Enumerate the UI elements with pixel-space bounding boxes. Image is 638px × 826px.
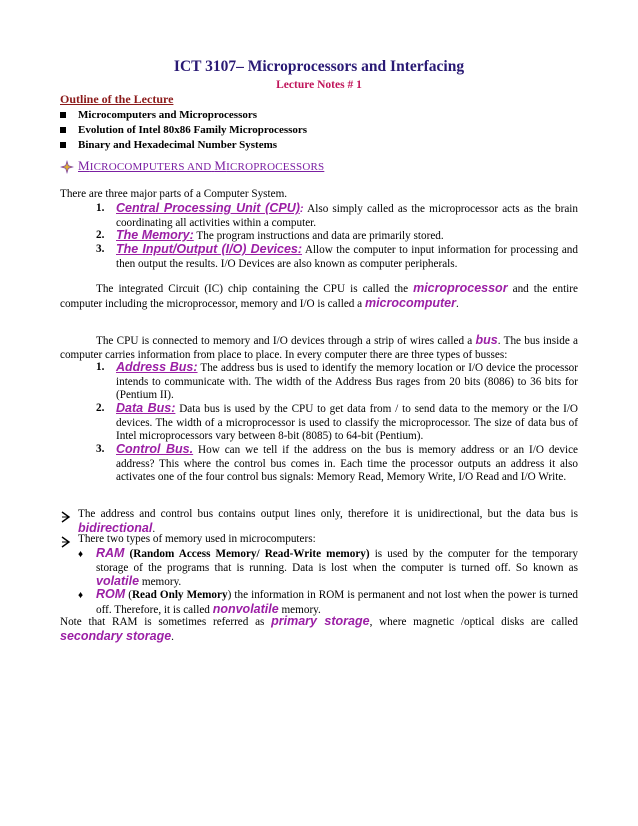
section-heading — [60, 159, 324, 175]
square-bullet-icon — [60, 112, 66, 118]
list-number: 3. — [96, 243, 105, 255]
diamond-bullet-icon: ♦ — [78, 590, 84, 601]
list-item: Data Bus: Data bus is used by the CPU to get data from / to send data to the memory or the I/O devices. The width of a microprocessor is used to classify the microprocessor. The size of data bus of Intel microprocessors vary between 8-bit (8085) to 64-bit (Pentium). — [116, 401, 579, 443]
list-item: Central Processing Unit (CPU): Also simply called as the microprocessor acts as the brain coordinating all activities within a computer. — [116, 201, 578, 229]
outline-item — [60, 138, 307, 153]
ic-paragraph: The integrated Circuit (IC) chip containing the CPU is called the microprocessor and the entire computer including the microprocessor, memory and I/O is called a microcomputer. — [60, 281, 578, 310]
bullet-text: The address and control bus contains output lines only, therefore it is unidirectional, but the data bus is bidirectional. — [78, 508, 578, 535]
bus-paragraph: The CPU is connected to memory and I/O devices through a strip of wires called a bus. The bus inside a computer carries information from place to place. In every computer there are three types of busses: — [60, 333, 579, 361]
list-number: 3. — [96, 443, 105, 455]
arrow-bullet-icon — [60, 511, 72, 523]
page-subtitle: Lecture Notes # 1 — [276, 79, 362, 91]
diamond-bullet-icon: ♦ — [78, 549, 84, 560]
list-number: 1. — [96, 361, 105, 373]
outline-item — [60, 123, 307, 138]
square-bullet-icon — [60, 142, 66, 148]
list-item: The Input/Output (I/O) Devices: Allow the computer to input information for processing and then output the results. I/O Devices are also known as computer peripherals. — [116, 242, 578, 270]
memory-item: RAM (Random Access Memory/ Read-Write memory) is used by the computer for the temporary storage of the programs that is running. Data is lost when the computer is turned off. So known as volatile memory. — [96, 546, 578, 589]
outline-item-label: Microcomputers and Microprocessors — [78, 109, 258, 121]
intro-text: There are three major parts of a Computer System. — [60, 188, 288, 200]
outline-heading: Outline of the Lecture — [60, 92, 174, 106]
outline-item-label: Binary and Hexadecimal Number Systems — [78, 139, 278, 151]
list-number: 1. — [96, 202, 105, 214]
list-number: 2. — [96, 402, 105, 414]
page-title: ICT 3107– Microprocessors and Interfacing — [173, 58, 465, 75]
list-number: 2. — [96, 229, 105, 241]
square-bullet-icon — [60, 127, 66, 133]
list-item: The Memory: The program instructions and data are primarily stored. — [116, 228, 444, 242]
section-title: MICROCOMPUTERS AND MICROPROCESSORS — [78, 158, 325, 173]
four-point-star-icon — [60, 160, 74, 174]
arrow-bullet-icon — [60, 536, 72, 548]
outline-list — [60, 108, 307, 153]
list-item: Address Bus: The address bus is used to identify the memory location or I/O device the processor intends to communicate with. The width of the Address Bus rages from 20 bits (8086) to 36 bits for (Pentium II). — [116, 360, 578, 402]
bullet-text: There two types of memory used in microcomputers: — [78, 533, 316, 545]
list-item: Control Bus. How can we tell if the address on the bus is memory address or an I/O device address? This where the control bus comes in. Each time the processor outputs an address it also activates one of the four control bus signals: Memory Read, Memory Write, I/O Read and I/O Write. — [116, 442, 579, 484]
outline-item-label: Evolution of Intel 80x86 Family Microprocessors — [78, 124, 308, 136]
outline-item — [60, 108, 307, 123]
note-paragraph: Note that RAM is sometimes referred as primary storage, where magnetic /optical disks are called secondary storage. — [60, 614, 578, 643]
memory-item: ROM (Read Only Memory) the information in ROM is permanent and not lost when the power is turned off. Therefore, it is called nonvolatile memory. — [96, 587, 579, 616]
